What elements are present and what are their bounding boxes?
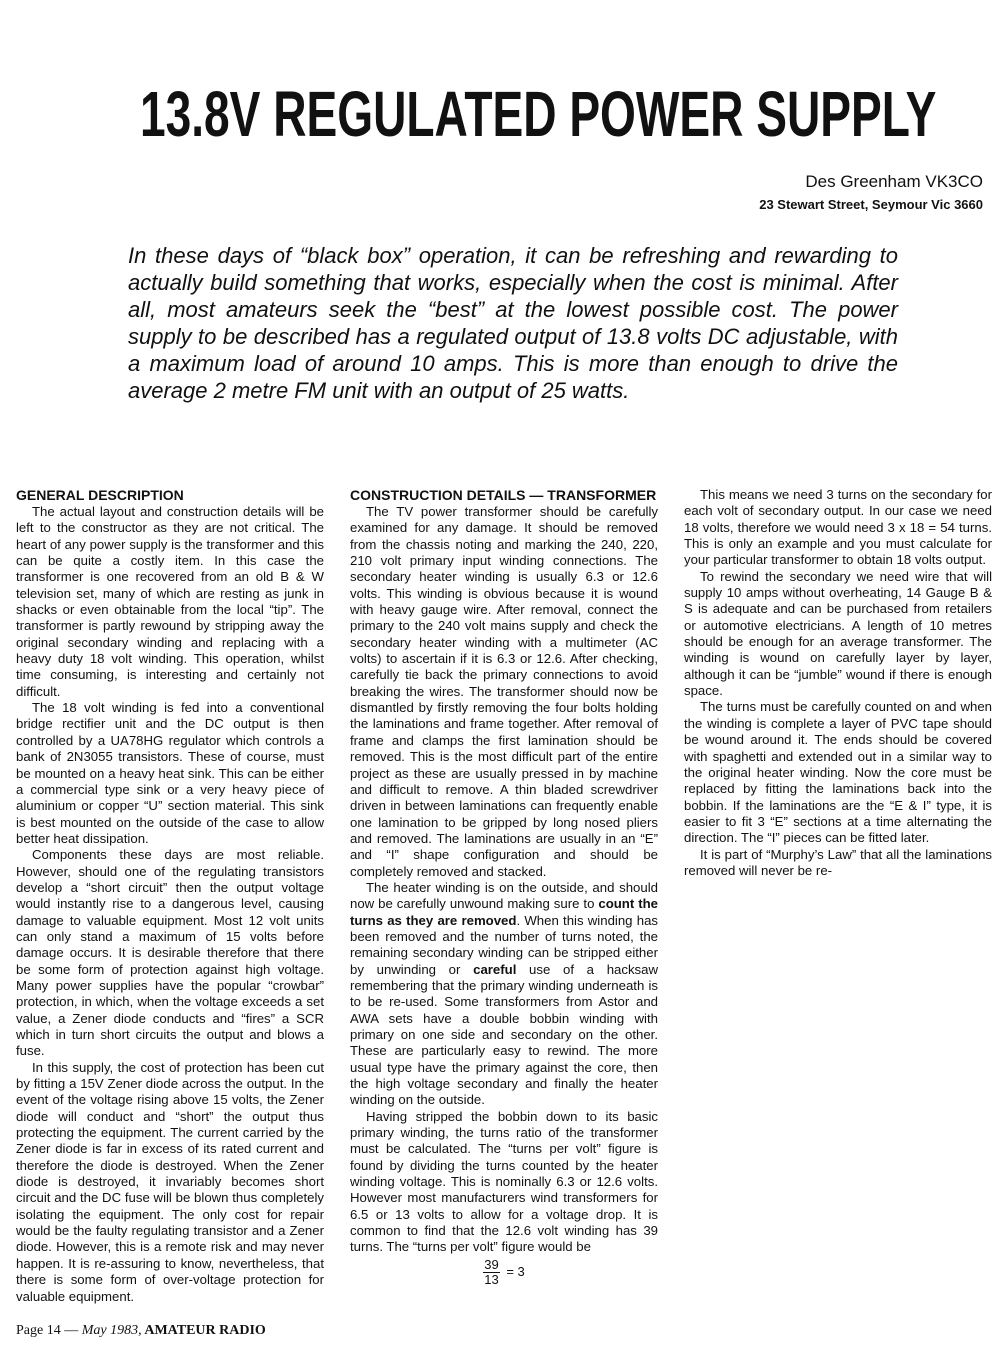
body-paragraph: In this supply, the cost of protection has been cut by fitting a 15V Zener diode across the output. In the event of the voltage rising above 15 volts, the Zener diode will conduct and “short” the output thus protecting the equipment. The current carried by the Zener diode is far in excess of its rated current and therefore the diode is destroyed. When the Zener diode is destroyed, it invariably becomes short circuit and the DC fuse will be blown thus completely isolating the equipment. The only cost for repair would be the faulty regulating transistor and a Zener diode. However, this is a remote risk and may never happen. It is re-assuring to know, nevertheless, that there is some form of over-voltage protection for valuable equipment. bbox=[16, 1059, 324, 1304]
page-number: Page 14 — bbox=[16, 1323, 82, 1338]
section-heading-general: GENERAL DESCRIPTION bbox=[16, 487, 184, 503]
section-heading-construction: CONSTRUCTION DETAILS — TRANSFORMER bbox=[350, 487, 657, 503]
page-footer bbox=[16, 1323, 266, 1339]
body-paragraph: The 18 volt winding is fed into a conventional bridge rectifier unit and the DC output is then controlled by a UA78HG regulator which controls a bank of 2N3055 transistors. These of course, must be mounted on a heavy heat sink. This can be either a commercial type sink or a very heavy piece of aluminium or copper “U” section material. This sink is best mounted on the outside of the case to allow better heat dissipation. bbox=[16, 700, 324, 846]
article-title: 13.8V REGULATED POWER SUPPLY bbox=[140, 78, 937, 150]
body-paragraph: The TV power transformer should be carefully examined for any damage. It should be removed from the chassis noting and marking the 240, 220, 210 volt primary input winding connections. The secondary heater winding is usually 6.3 or 12.6 volts. This winding is obvious because it is wound with heavy gauge wire. After removal, connect the primary to the 240 volt mains supply and check the secondary heater winding with a multimeter (AC volts) to ascertain if it is 6.3 or 12.6. After checking, carefully tie back the primary connections to avoid breaking the wires. The transformer should now be dismantled by firstly removing the four bolts holding the laminations and frame together. After removal of frame and clamps the first lamination should be removed. This is the most difficult part of the entire project as these are usually pressed in by machine and difficult to remove. A thin bladed screwdriver driven in between laminations can frequently enable one lamination to be gripped by long nosed pliers and removed. The laminations are usually in an “E” and “I” shape configuration and should be completely removed and stacked. bbox=[350, 504, 658, 879]
issue-date: May 1983, bbox=[81, 1323, 142, 1338]
body-paragraph: The actual layout and construction details will be left to the constructor as they are not critical. The heart of any power supply is the transformer and this can be quite a costly item. In this case the transformer is one recovered from an old B & W television set, many of which are resting as junk in shacks or even obtainable from the local “tip”. The transformer is partly rewound by stripping away the original secondary winding and replacing with a heavy duty 18 volt winding. This operation, whilst time consuming, is interesting and certainly not difficult. bbox=[16, 504, 324, 699]
body-paragraph: The turns must be carefully counted on and when the winding is complete a layer of PVC tape should be wound around it. The ends should be covered with spaghetti and extended out in a similar way to the original heater winding. Now the core must be replaced by fitting the laminations back into the bobbin. If the laminations are the “E & I” type, it is easier to fit 3 “E” sections at a time alternating the direction. The “I” pieces can be fitted later. bbox=[684, 699, 992, 846]
fraction-denominator: 13 bbox=[484, 1271, 499, 1287]
emphasis-text: careful bbox=[473, 961, 517, 977]
publication-name: AMATEUR RADIO bbox=[141, 1323, 266, 1338]
fraction-numerator: 39 bbox=[484, 1256, 499, 1272]
fraction-result: = 3 bbox=[506, 1264, 525, 1280]
body-paragraph: It is part of “Murphy’s Law” that all the laminations removed will never be re- bbox=[684, 846, 992, 878]
text-run: use of a hacksaw remembering that the primary winding underneath is to be re-used. Some transformers from Astor and AWA sets have a double bobbin winding with primary on one side and secondary on the other. These are particularly easy to rewind. The more usual type have the primary against the core, then the high voltage secondary and finally the heater winding on the outside. bbox=[350, 961, 658, 1108]
intro-paragraph: In these days of “black box” operation, it can be refreshing and rewarding to actually build something that works, especially when the cost is minimal. After all, most amateurs seek the “best” at the lowest possible cost. The power supply to be described has a regulated output of 13.8 volts DC adjustable, with a maximum load of around 10 amps. This is more than enough to drive the average 2 metre FM unit with an output of 25 watts. bbox=[128, 243, 898, 403]
author-name: Des Greenham VK3CO bbox=[805, 172, 983, 191]
emphasis-text: count the turns as they are removed bbox=[350, 896, 658, 928]
text-run: The heater winding is on the outside, and should now be carefully unwound making sure to bbox=[350, 879, 658, 912]
body-paragraph: Components these days are most reliable. However, should one of the regulating transistors develop a “short circuit” then the output voltage would instantly rise to a dangerous level, causing damage to valuable equipment. Most 12 volt units can only stand a maximum of 15 volts before damage occurs. It is desirable therefore that there be some form of protection against high voltage. Many power supplies have the popular “crowbar” protection, in which, when the voltage exceeds a set value, a Zener diode conducts and “fires” a SCR which in turn short circuits the output and blows a fuse. bbox=[16, 847, 324, 1059]
body-paragraph: This means we need 3 turns on the secondary for each volt of secondary output. In our case we need 18 volts, therefore we would need 3 x 18 = 54 turns. This is only an example and you must calculate for your particular transformer to obtain 18 volts output. bbox=[684, 487, 992, 568]
text-run: . When this winding has been removed and the number of turns noted, the remaining secondary winding can be stripped either by unwinding or bbox=[350, 912, 658, 977]
body-paragraph bbox=[350, 880, 658, 1109]
body-paragraph: To rewind the secondary we need wire that will supply 10 amps without overheating, 14 Gauge B & S is adequate and can be purchased from retailers or automotive electricians. A length of 10 metres should be enough for an average transformer. The winding is wound on carefully layer by layer, although it can be “jumble” wound if there is enough space. bbox=[684, 568, 992, 699]
article-body bbox=[16, 487, 992, 1317]
author-address: 23 Stewart Street, Seymour Vic 3660 bbox=[759, 197, 983, 212]
fraction-formula bbox=[350, 1258, 658, 1287]
body-paragraph: Having stripped the bobbin down to its basic primary winding, the turns ratio of the transformer must be calculated. The “turns per volt” figure is found by dividing the turns counted by the heater winding voltage. This is nominally 6.3 or 12.6 volts. However most manufacturers wind transformers for 6.5 or 13 volts to allow for a voltage drop. It is common to find that the 12.6 volt winding has 39 turns. The “turns per volt” figure would be bbox=[350, 1108, 658, 1255]
